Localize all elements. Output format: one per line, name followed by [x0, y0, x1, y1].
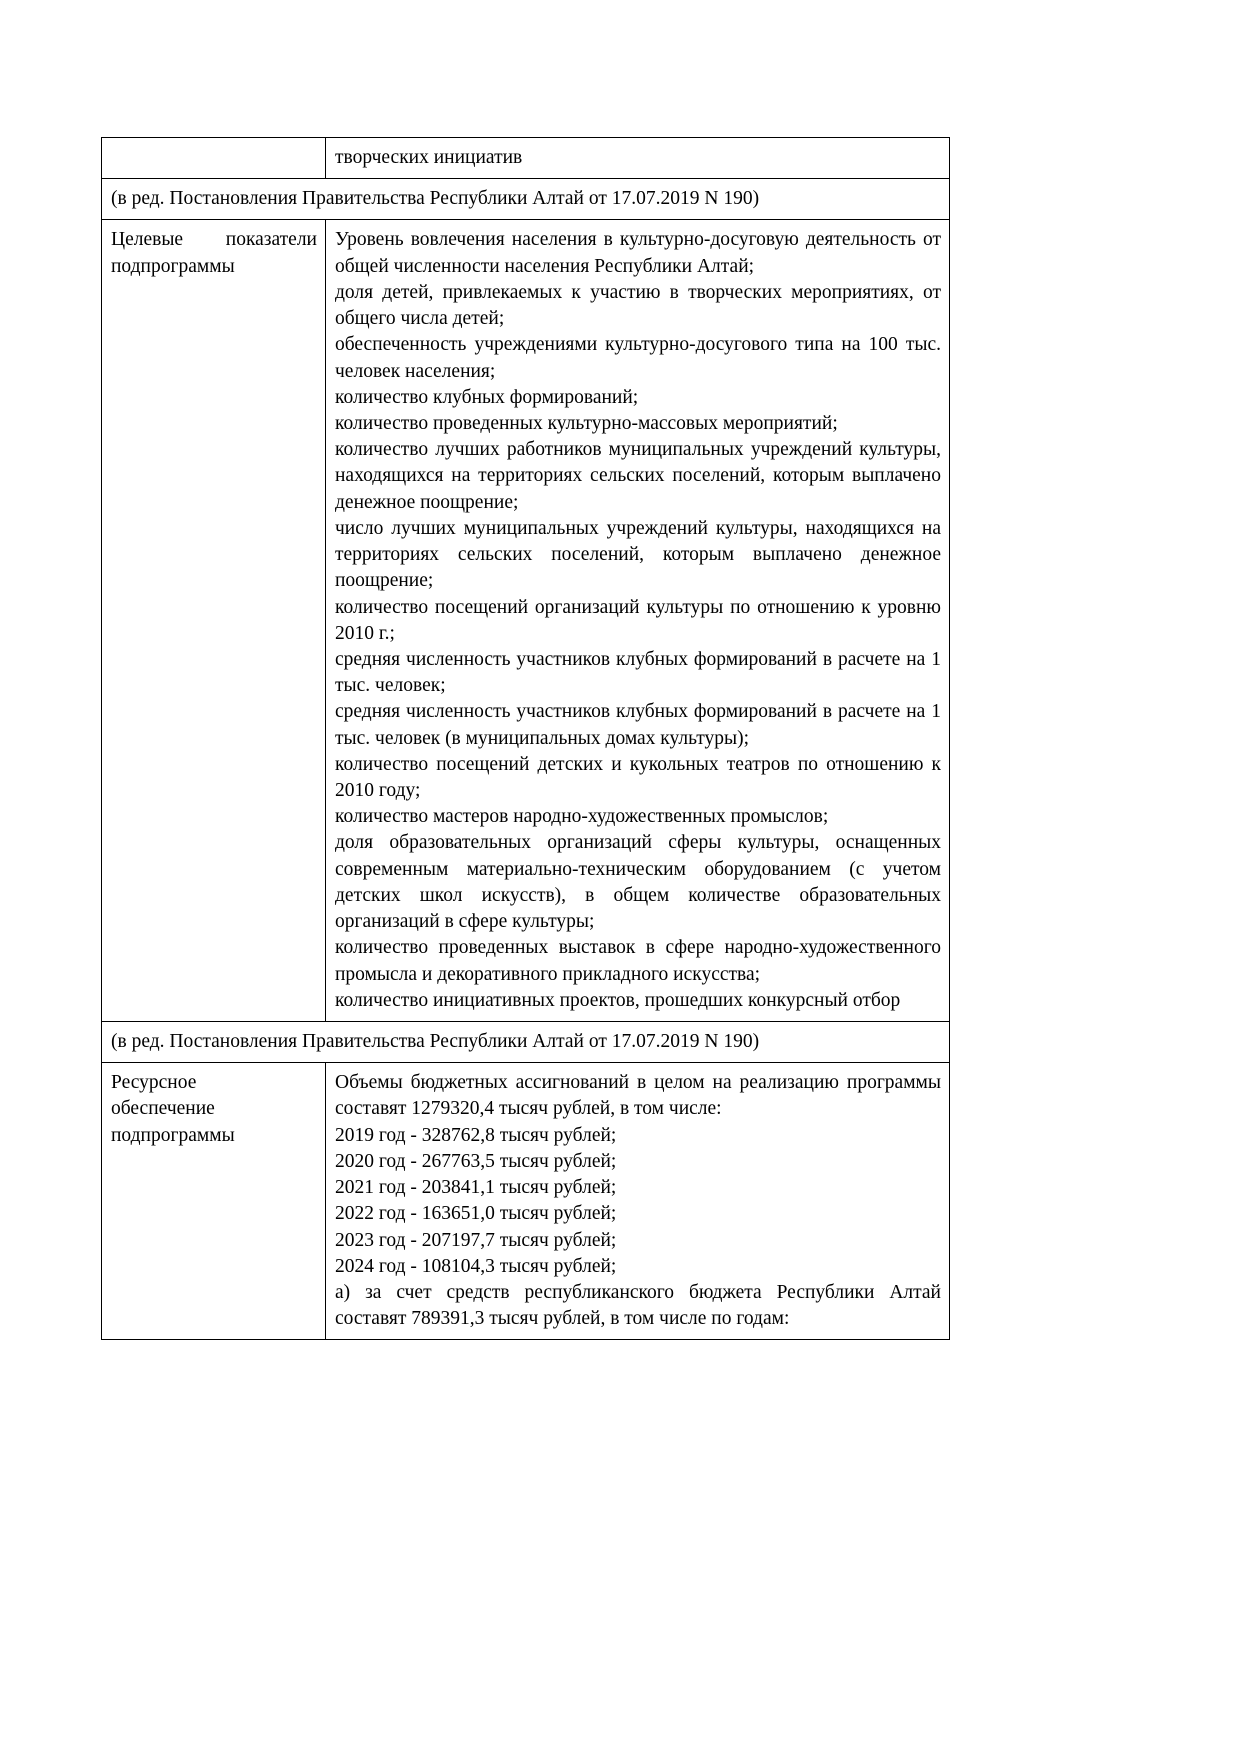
budget-total-line: Объемы бюджетных ассигнований в целом на реализацию программы составят 1279320,4 тысяч рублей, в том числе: — [335, 1072, 941, 1120]
table-row — [102, 138, 950, 179]
budget-year-line: 2022 год - 163651,0 тысяч рублей; — [335, 1203, 617, 1225]
indicator-item: средняя численность участников клубных формирований в расчете на 1 тыс. человек (в муниципальных домах культуры); — [335, 701, 941, 749]
label-line-3: подпрограммы — [111, 1124, 235, 1146]
budget-year-line: 2021 год - 203841,1 тысяч рублей; — [335, 1177, 617, 1199]
label-line-2: обеспечение — [111, 1098, 215, 1120]
row-label-target-indicators — [102, 220, 326, 1022]
row-body-continuation — [326, 138, 950, 179]
indicator-item: обеспеченность учреждениями культурно-досугового типа на 100 тыс. человек населения; — [335, 334, 941, 382]
row-body-target-indicators — [326, 220, 950, 1022]
indicator-item: количество мастеров народно-художественных промыслов; — [335, 806, 829, 828]
indicator-item: Уровень вовлечения населения в культурно-досуговую деятельность от общей численности населения Республики Алтай; — [335, 229, 941, 277]
indicator-item: количество проведенных выставок в сфере народно-художественного промысла и декоративного прикладного искусства; — [335, 937, 941, 985]
amendment-note-bottom — [102, 1022, 950, 1063]
budget-year-line: 2019 год - 328762,8 тысяч рублей; — [335, 1124, 617, 1146]
indicator-item: количество посещений организаций культуры по отношению к уровню 2010 г.; — [335, 596, 941, 644]
budget-year-line: 2023 год - 207197,7 тысяч рублей; — [335, 1229, 617, 1251]
indicator-item: количество инициативных проектов, прошедших конкурсный отбор — [335, 989, 901, 1011]
indicator-item: количество лучших работников муниципальных учреждений культуры, находящихся на территориях сельских поселений, которым выплачено денежное поощрение; — [335, 439, 941, 513]
indicator-item: количество посещений детских и кукольных театров по отношению к 2010 году; — [335, 753, 941, 802]
indicator-item: число лучших муниципальных учреждений культуры, находящихся на территориях сельских поселений, которым выплачено денежное поощрение; — [335, 517, 941, 592]
table-row — [102, 179, 950, 220]
amendment-note-text: (в ред. Постановления Правительства Республики Алтай от 17.07.2019 N 190) — [111, 1031, 760, 1052]
row-label-continuation — [102, 138, 326, 179]
row-body-resource-support — [326, 1063, 950, 1340]
budget-year-line: 2020 год - 267763,5 тысяч рублей; — [335, 1150, 617, 1172]
body-paragraph: творческих инициатив — [335, 147, 523, 168]
amendment-note-text: (в ред. Постановления Правительства Республики Алтай от 17.07.2019 N 190) — [111, 188, 760, 210]
program-passport-table — [101, 137, 950, 1340]
table-row — [102, 1063, 950, 1340]
budget-republican-line: а) за счет средств республиканского бюджета Республики Алтай составят 789391,3 тысяч рублей, в том числе по годам: — [335, 1281, 941, 1330]
indicator-item: количество клубных формирований; — [335, 386, 639, 408]
table-row — [102, 220, 950, 1022]
indicator-item: средняя численность участников клубных формирований в расчете на 1 тыс. человек; — [335, 648, 941, 697]
indicator-item: количество проведенных культурно-массовых мероприятий; — [335, 412, 838, 434]
label-line-1: Целевые показатели — [111, 229, 317, 251]
budget-year-line: 2024 год - 108104,3 тысяч рублей; — [335, 1255, 617, 1277]
indicator-item: доля детей, привлекаемых к участию в творческих мероприятиях, от общего числа детей; — [335, 281, 941, 330]
indicator-item: доля образовательных организаций сферы культуры, оснащенных современным материально-техническим оборудованием (с учетом детских школ искусств), в общем количестве образовательных организаций в сфере культуры; — [335, 832, 941, 933]
amendment-note-top — [102, 179, 950, 220]
table-row — [102, 1022, 950, 1063]
label-line-2: подпрограммы — [111, 255, 235, 277]
label-line-1: Ресурсное — [111, 1072, 197, 1094]
row-label-resource-support — [102, 1063, 326, 1340]
